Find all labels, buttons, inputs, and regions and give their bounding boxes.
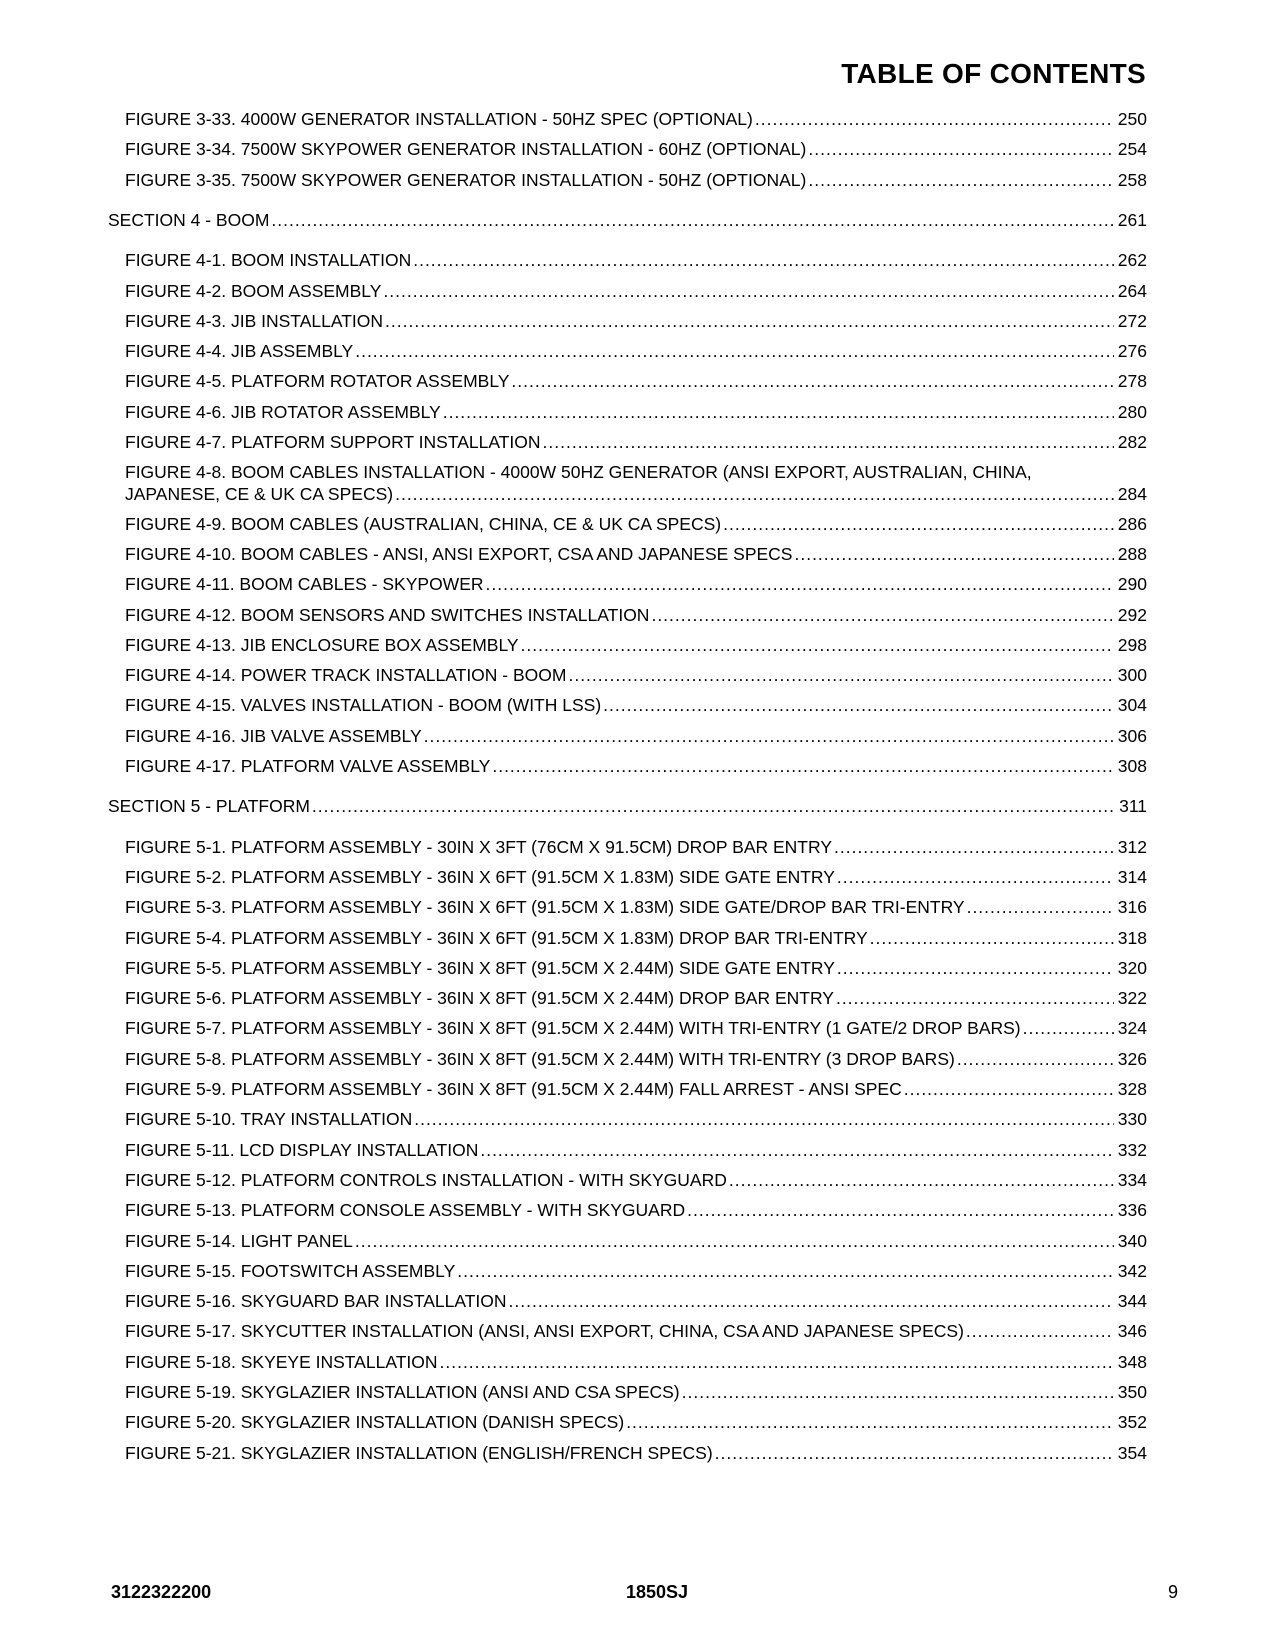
toc-figure-entry[interactable] <box>125 1017 1147 1039</box>
toc-entry-page: 311 <box>1119 796 1147 817</box>
toc-entry-page: 344 <box>1117 1291 1147 1312</box>
toc-entry-title: FIGURE 5-18. SKYEYE INSTALLATION <box>125 1351 438 1372</box>
toc-figure-entry[interactable] <box>125 634 1147 656</box>
toc-entry-title: FIGURE 4-4. JIB ASSEMBLY <box>125 341 354 362</box>
toc-entry-page: 278 <box>1117 371 1147 392</box>
toc-entry-page: 316 <box>1117 897 1147 918</box>
toc-entry-title: FIGURE 5-14. LIGHT PANEL <box>125 1230 353 1251</box>
toc-entry-title: FIGURE 5-2. PLATFORM ASSEMBLY - 36IN X 6FT (91.5CM X 1.83M) SIDE GATE ENTRY <box>125 866 835 887</box>
toc-entry-title: FIGURE 4-10. BOOM CABLES - ANSI, ANSI EXPORT, CSA AND JAPANESE SPECS <box>125 543 793 564</box>
toc-figure-entry[interactable] <box>125 836 1147 858</box>
toc-entry-title: FIGURE 4-14. POWER TRACK INSTALLATION - BOOM <box>125 665 567 686</box>
dot-leader <box>521 634 1114 656</box>
dot-leader <box>568 664 1113 686</box>
toc-entry-page: 350 <box>1117 1382 1147 1402</box>
toc-figure-entry[interactable] <box>125 1442 1147 1464</box>
toc-entry-page: 290 <box>1117 574 1147 595</box>
dot-leader <box>870 927 1114 949</box>
dot-leader <box>413 249 1114 271</box>
toc-figure-entry[interactable] <box>125 1078 1147 1100</box>
dot-leader <box>383 280 1113 302</box>
toc-entry-title: FIGURE 3-35. 7500W SKYPOWER GENERATOR INSTALLATION - 50HZ (OPTIONAL) <box>125 169 807 190</box>
toc-entry-page: 280 <box>1117 401 1147 422</box>
toc-figure-entry[interactable] <box>125 249 1147 271</box>
dot-leader <box>355 340 1114 362</box>
toc-entry-page: 308 <box>1117 756 1147 776</box>
footer-document-number: 3122322200 <box>111 1582 212 1602</box>
toc-figure-entry[interactable] <box>125 866 1147 888</box>
toc-section-entry[interactable] <box>108 795 1147 817</box>
toc-entry-title: FIGURE 4-15. VALVES INSTALLATION - BOOM (WITH LSS) <box>125 695 602 716</box>
page-title: TABLE OF CONTENTS <box>841 58 1146 89</box>
toc-figure-entry[interactable] <box>125 513 1147 535</box>
dot-leader <box>808 169 1113 191</box>
toc-entry-title: FIGURE 5-19. SKYGLAZIER INSTALLATION (ANSI AND CSA SPECS) <box>125 1382 680 1402</box>
toc-entry-title: FIGURE 5-16. SKYGUARD BAR INSTALLATION <box>125 1291 507 1312</box>
toc-entry-page: 306 <box>1117 725 1147 746</box>
toc-entry-page: 334 <box>1117 1169 1147 1190</box>
toc-entry-page: 272 <box>1117 310 1147 331</box>
toc-figure-entry[interactable] <box>125 1320 1147 1342</box>
toc-figure-entry[interactable] <box>125 370 1147 392</box>
toc-entry-title: FIGURE 5-10. TRAY INSTALLATION <box>125 1109 413 1130</box>
toc-figure-entry[interactable] <box>125 169 1147 191</box>
dot-leader <box>626 1411 1114 1433</box>
dot-leader <box>794 543 1113 565</box>
toc-entry-page: 264 <box>1117 280 1147 301</box>
toc-entry-page: 318 <box>1117 927 1147 948</box>
toc-entry-page: 282 <box>1117 432 1147 452</box>
dot-leader <box>480 1139 1113 1161</box>
toc-entry-page: 332 <box>1117 1139 1147 1160</box>
dot-leader <box>543 431 1114 453</box>
toc-entry-page: 312 <box>1117 836 1147 857</box>
dot-leader <box>808 138 1113 160</box>
toc-entry-title: FIGURE 5-17. SKYCUTTER INSTALLATION (ANSI, ANSI EXPORT, CHINA, CSA AND JAPANESE SPECS) <box>125 1321 964 1342</box>
dot-leader <box>312 795 1115 817</box>
toc-figure-entry[interactable] <box>125 1260 1147 1282</box>
dot-leader <box>967 896 1114 918</box>
toc-entry-title: FIGURE 5-11. LCD DISPLAY INSTALLATION <box>125 1139 479 1160</box>
toc-entry-page: 348 <box>1117 1351 1147 1372</box>
toc-entry-page: 288 <box>1117 543 1147 564</box>
dot-leader <box>966 1320 1114 1342</box>
dot-leader <box>729 1169 1114 1191</box>
toc-figure-entry[interactable] <box>125 987 1147 1009</box>
dot-leader <box>603 694 1114 716</box>
toc-entry-title: FIGURE 4-7. PLATFORM SUPPORT INSTALLATION <box>125 432 541 452</box>
toc-figure-entry[interactable] <box>125 340 1147 362</box>
dot-leader <box>1023 1017 1114 1039</box>
toc-figure-entry[interactable] <box>125 1108 1147 1130</box>
toc-entry-page: 262 <box>1117 250 1147 271</box>
toc-entry-page: 322 <box>1117 988 1147 1009</box>
toc-entry-title: FIGURE 5-6. PLATFORM ASSEMBLY - 36IN X 8FT (91.5CM X 2.44M) DROP BAR ENTRY <box>125 988 834 1009</box>
toc-entry-title: FIGURE 4-12. BOOM SENSORS AND SWITCHES INSTALLATION <box>125 604 650 625</box>
toc-entry-page: 276 <box>1117 341 1147 362</box>
toc-figure-entry[interactable] <box>125 461 1147 505</box>
toc-entry-page: 286 <box>1117 513 1147 534</box>
toc-figure-entry[interactable] <box>125 755 1147 777</box>
toc-entry-title: FIGURE 5-20. SKYGLAZIER INSTALLATION (DANISH SPECS) <box>125 1412 625 1433</box>
toc-entry-page: 314 <box>1117 866 1147 887</box>
toc-entry-page: 292 <box>1117 604 1147 625</box>
toc-entry-page: 261 <box>1117 209 1147 230</box>
toc-entry-page: 354 <box>1117 1442 1147 1463</box>
dot-leader <box>424 725 1114 747</box>
dot-leader <box>651 604 1113 626</box>
toc-entry-title: FIGURE 4-6. JIB ROTATOR ASSEMBLY <box>125 401 441 422</box>
toc-entry-page: 340 <box>1117 1230 1147 1251</box>
dot-leader <box>837 866 1114 888</box>
toc-figure-entry[interactable] <box>125 108 1147 130</box>
dot-leader <box>440 1351 1114 1373</box>
toc-figure-entry[interactable] <box>125 1351 1147 1373</box>
toc-figure-entry[interactable] <box>125 1290 1147 1312</box>
toc-entry-title: FIGURE 4-8. BOOM CABLES INSTALLATION - 4000W 50HZ GENERATOR (ANSI EXPORT, AUSTRALIAN, CHINA, <box>125 462 1032 483</box>
toc-entry-title: FIGURE 5-9. PLATFORM ASSEMBLY - 36IN X 8FT (91.5CM X 2.44M) FALL ARREST - ANSI SPEC <box>125 1079 902 1099</box>
toc-entry-title: FIGURE 5-12. PLATFORM CONTROLS INSTALLATION - WITH SKYGUARD <box>125 1169 727 1190</box>
toc-entry-title-continued: JAPANESE, CE & UK CA SPECS) <box>125 484 394 505</box>
toc-entry-title: FIGURE 3-33. 4000W GENERATOR INSTALLATION - 50HZ SPEC (OPTIONAL) <box>125 109 753 129</box>
toc-entry-title: FIGURE 4-3. JIB INSTALLATION <box>125 310 384 331</box>
dot-leader <box>395 483 1114 505</box>
toc-entry-title: FIGURE 4-16. JIB VALVE ASSEMBLY <box>125 725 422 746</box>
dot-leader <box>836 987 1114 1009</box>
toc-entry-title: SECTION 5 - PLATFORM <box>108 796 310 817</box>
footer-page-number: 9 <box>1168 1582 1179 1602</box>
toc-entry-title: FIGURE 3-34. 7500W SKYPOWER GENERATOR INSTALLATION - 60HZ (OPTIONAL) <box>125 139 807 160</box>
dot-leader <box>385 310 1114 332</box>
dot-leader <box>755 108 1114 130</box>
toc-entry-title: FIGURE 4-1. BOOM INSTALLATION <box>125 250 412 271</box>
toc-figure-entry[interactable] <box>125 1230 1147 1252</box>
toc-entry-page: 258 <box>1117 169 1147 190</box>
dot-leader <box>687 1199 1114 1221</box>
toc-figure-entry[interactable] <box>125 725 1147 747</box>
toc-figure-entry[interactable] <box>125 543 1147 565</box>
toc-entry-page: 346 <box>1117 1321 1147 1342</box>
toc-entry-page: 284 <box>1117 484 1147 505</box>
dot-leader <box>271 209 1113 231</box>
toc-entry-title: FIGURE 4-11. BOOM CABLES - SKYPOWER <box>125 574 484 595</box>
dot-leader <box>457 1260 1114 1282</box>
toc-entry-title: FIGURE 4-13. JIB ENCLOSURE BOX ASSEMBLY <box>125 634 519 655</box>
toc-entry-page: 352 <box>1117 1412 1147 1433</box>
toc-figure-entry[interactable] <box>125 1411 1147 1433</box>
toc-entry-page: 342 <box>1117 1260 1147 1281</box>
toc-entry-title: FIGURE 4-5. PLATFORM ROTATOR ASSEMBLY <box>125 371 510 392</box>
toc-entry-page: 304 <box>1117 695 1147 716</box>
dot-leader <box>355 1230 1114 1252</box>
toc-figure-entry[interactable] <box>125 1139 1147 1161</box>
toc-entry-page: 298 <box>1117 634 1147 655</box>
toc-figure-entry[interactable] <box>125 664 1147 686</box>
toc-figure-entry[interactable] <box>125 310 1147 332</box>
dot-leader <box>511 370 1113 392</box>
toc-section-entry[interactable] <box>108 209 1147 231</box>
toc-entry-title: FIGURE 5-21. SKYGLAZIER INSTALLATION (ENGLISH/FRENCH SPECS) <box>125 1442 713 1463</box>
dot-leader <box>682 1381 1114 1403</box>
toc-figure-entry[interactable] <box>125 401 1147 423</box>
dot-leader <box>443 401 1114 423</box>
toc-entry-title: FIGURE 5-8. PLATFORM ASSEMBLY - 36IN X 8FT (91.5CM X 2.44M) WITH TRI-ENTRY (3 DROP BARS) <box>125 1048 955 1069</box>
dot-leader <box>509 1290 1114 1312</box>
toc-entry-page: 336 <box>1117 1200 1147 1221</box>
toc-entry-title: SECTION 4 - BOOM <box>108 209 270 230</box>
toc-entry-page: 300 <box>1117 665 1147 686</box>
toc-figure-entry[interactable] <box>125 1199 1147 1221</box>
toc-entry-page: 254 <box>1117 139 1147 160</box>
toc-figure-entry[interactable] <box>125 431 1147 453</box>
toc-entry-page: 330 <box>1117 1109 1147 1130</box>
toc-entry-page: 328 <box>1117 1079 1147 1099</box>
dot-leader <box>486 573 1114 595</box>
toc-figure-entry[interactable] <box>125 694 1147 716</box>
toc-entry-title: FIGURE 4-17. PLATFORM VALVE ASSEMBLY <box>125 756 491 776</box>
toc-figure-entry[interactable] <box>125 1381 1147 1403</box>
dot-leader <box>723 513 1114 535</box>
toc-entry-title: FIGURE 5-7. PLATFORM ASSEMBLY - 36IN X 8FT (91.5CM X 2.44M) WITH TRI-ENTRY (1 GATE/2 DROP BARS) <box>125 1018 1021 1039</box>
toc-entry-page: 320 <box>1117 957 1147 978</box>
toc-figure-entry[interactable] <box>125 138 1147 160</box>
toc-figure-entry[interactable] <box>125 604 1147 626</box>
toc-entry-page: 324 <box>1117 1018 1147 1039</box>
dot-leader <box>957 1048 1114 1070</box>
toc-entry-title: FIGURE 5-15. FOOTSWITCH ASSEMBLY <box>125 1260 456 1281</box>
toc-figure-entry[interactable] <box>125 896 1147 918</box>
toc-entry-title: FIGURE 5-13. PLATFORM CONSOLE ASSEMBLY - WITH SKYGUARD <box>125 1200 686 1221</box>
toc-entry-title: FIGURE 5-1. PLATFORM ASSEMBLY - 30IN X 3FT (76CM X 91.5CM) DROP BAR ENTRY <box>125 836 832 857</box>
toc-entry-title: FIGURE 4-2. BOOM ASSEMBLY <box>125 280 382 301</box>
toc-figure-entry[interactable] <box>125 573 1147 595</box>
toc-entry-title: FIGURE 5-5. PLATFORM ASSEMBLY - 36IN X 8FT (91.5CM X 2.44M) SIDE GATE ENTRY <box>125 957 835 978</box>
dot-leader <box>834 836 1114 858</box>
toc-entry-page: 250 <box>1117 109 1147 129</box>
dot-leader <box>904 1078 1114 1100</box>
dot-leader <box>414 1108 1114 1130</box>
toc-figure-entry[interactable] <box>125 280 1147 302</box>
toc-figure-entry[interactable] <box>125 1169 1147 1191</box>
dot-leader <box>492 755 1113 777</box>
toc-entry-page: 326 <box>1117 1048 1147 1069</box>
toc-entry-title: FIGURE 5-4. PLATFORM ASSEMBLY - 36IN X 6FT (91.5CM X 1.83M) DROP BAR TRI-ENTRY <box>125 927 868 948</box>
dot-leader <box>837 957 1114 979</box>
toc-figure-entry[interactable] <box>125 927 1147 949</box>
toc-figure-entry[interactable] <box>125 1048 1147 1070</box>
toc-entry-title: FIGURE 5-3. PLATFORM ASSEMBLY - 36IN X 6FT (91.5CM X 1.83M) SIDE GATE/DROP BAR TRI-ENTRY <box>125 897 965 918</box>
footer-model: 1850SJ <box>626 1582 689 1602</box>
dot-leader <box>715 1442 1114 1464</box>
toc-entry-title: FIGURE 4-9. BOOM CABLES (AUSTRALIAN, CHINA, CE & UK CA SPECS) <box>125 513 722 534</box>
toc-figure-entry[interactable] <box>125 957 1147 979</box>
